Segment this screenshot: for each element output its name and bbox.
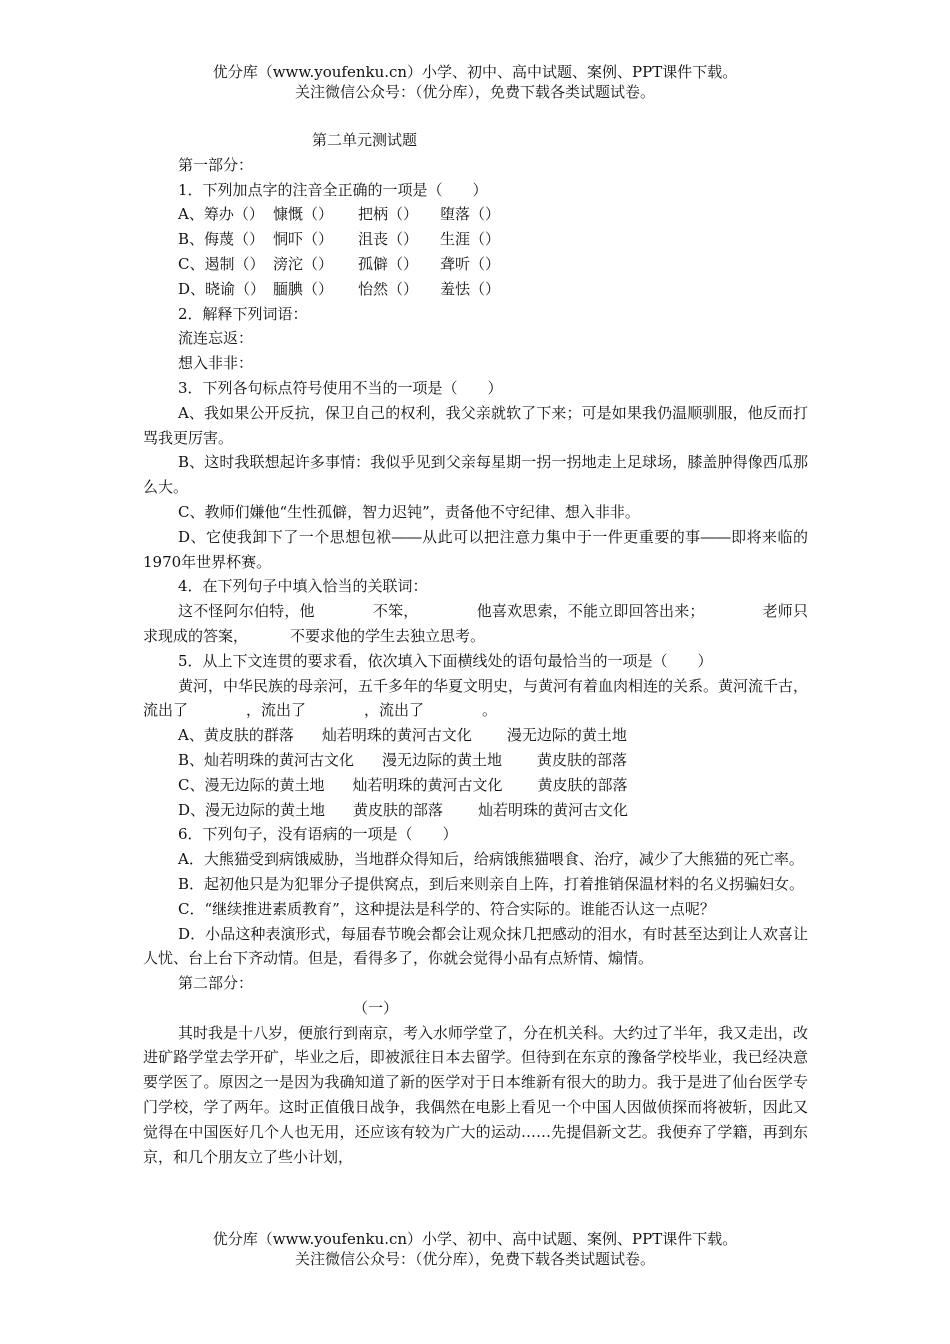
q5-option-b: B、灿若明珠的黄河古文化 漫无边际的黄土地 黄皮肤的部落 bbox=[178, 750, 628, 769]
q1-option-a: A、筹办（） 慷慨（） 把柄（） 堕落（） bbox=[178, 205, 501, 224]
part2-label: 第二部分： bbox=[178, 974, 254, 993]
q6-option-c: C．“继续推进素质教育”，这种提法是科学的、符合实际的。谁能否认这一点呢？ bbox=[178, 899, 715, 918]
q3-option-d: D、它使我卸下了一个思想包袱――从此可以把注意力集中于一件更重要的事――即将来临的1970年世界杯赛。 bbox=[143, 527, 808, 571]
document-body bbox=[143, 128, 808, 1169]
q5-passage: 黄河，中华民族的母亲河，五千多年的华夏文明史，与黄河有着血肉相连的关系。黄河流千古，流出了 ，流出了 ，流出了 。 bbox=[143, 676, 809, 720]
header-line-1: 优分库（www.youfenku.cn）小学、初中、高中试题、案例、PPT课件下载。 bbox=[212, 63, 738, 81]
q3-option-a: A、我如果公开反抗，保卫自己的权利，我父亲就软了下来；可是如果我仍温顺驯服，他反而打骂我更厉害。 bbox=[143, 403, 808, 447]
q2-term-1: 流连忘返： bbox=[178, 329, 254, 348]
footer-line-2: 关注微信公众号：（优分库），免费下载各类试题试卷。 bbox=[294, 1250, 655, 1268]
part2-section-title: （一） bbox=[353, 998, 399, 1017]
header-line-2: 关注微信公众号：（优分库），免费下载各类试题试卷。 bbox=[294, 83, 655, 101]
page-title: 第二单元测试题 bbox=[312, 131, 418, 149]
q6-option-a: A．大熊猫受到病饿威胁，当地群众得知后，给病饿熊猫喂食、治疗，减少了大熊猫的死亡率。 bbox=[178, 850, 804, 869]
q5-option-d: D、漫无边际的黄土地 黄皮肤的部落 灿若明珠的黄河古文化 bbox=[178, 800, 629, 819]
q3-stem: 3．下列各句标点符号使用不当的一项是（ ） bbox=[178, 378, 503, 397]
q5-option-a: A、黄皮肤的群落 灿若明珠的黄河古文化 漫无边际的黄土地 bbox=[178, 726, 627, 745]
part2-paragraph: 其时我是十八岁，便旅行到南京，考入水师学堂了，分在机关科。大约过了半年，我又走出，改进矿路学堂去学开矿，毕业之后，即被派往日本去留学。但待到在东京的豫备学校毕业，我已经决意要学医了。原因之一是因为我确知道了新的医学对于日本维新有很大的助力。我于是进了仙台医学专门学校，学了两年。这时正值俄日战争，我偶然在电影上看见一个中国人因做侦探而将被斩，因此又觉得在中国医好几个人也无用，还应该有较为广大的运动……先提倡新文艺。我便弃了学籍，再到东京，和几个朋友立了些小计划， bbox=[143, 1023, 809, 1166]
footer-line-1: 优分库（www.youfenku.cn）小学、初中、高中试题、案例、PPT课件下载。 bbox=[212, 1230, 738, 1248]
q2-term-2: 想入非非： bbox=[178, 354, 254, 373]
q3-option-c: C、教师们嫌他“生性孤僻，智力迟钝”，责备他不守纪律、想入非非。 bbox=[178, 502, 640, 521]
q4-stem: 4．在下列句子中填入恰当的关联词： bbox=[178, 577, 428, 596]
q2-stem: 2．解释下列词语： bbox=[178, 304, 308, 323]
q1-stem: 1．下列加点字的注音全正确的一项是（ ） bbox=[178, 180, 488, 199]
page-header bbox=[0, 62, 950, 102]
q5-stem: 5．从上下文连贯的要求看，依次填入下面横线处的语句最恰当的一项是（ ） bbox=[178, 651, 713, 670]
q5-option-c: C、漫无边际的黄土地 灿若明珠的黄河古文化 黄皮肤的部落 bbox=[178, 775, 628, 794]
part1-label: 第一部分： bbox=[178, 155, 254, 174]
q1-option-d: D、晓谕（） 腼腆（） 怡然（） 羞怯（） bbox=[178, 279, 501, 298]
q6-option-d: D．小品这种表演形式，每届春节晚会都会让观众抹几把感动的泪水，有时甚至达到让人欢喜让人忧、台上台下齐动情。但是，看得多了，你就会觉得小品有点矫情、煽情。 bbox=[143, 924, 808, 968]
q6-option-b: B．起初他只是为犯罪分子提供窝点，到后来则亲自上阵，打着推销保温材料的名义拐骗妇女。 bbox=[178, 874, 805, 893]
q1-option-c: C、遏制（） 滂沱（） 孤僻（） 聋听（） bbox=[178, 254, 501, 273]
page-footer bbox=[0, 1229, 950, 1269]
q1-option-b: B、侮蔑（） 恫吓（） 沮丧（） 生涯（） bbox=[178, 230, 501, 249]
q3-option-b: B、这时我联想起许多事情：我似乎见到父亲每星期一拐一拐地走上足球场，膝盖肿得像西瓜那么大。 bbox=[143, 453, 808, 497]
q4-sentence: 这不怪阿尔伯特，他 不笨， 他喜欢思索，不能立即回答出来； 老师只求现成的答案， 不要求他的学生去独立思考。 bbox=[143, 602, 808, 645]
q6-stem: 6．下列句子，没有语病的一项是（ ） bbox=[178, 825, 458, 844]
